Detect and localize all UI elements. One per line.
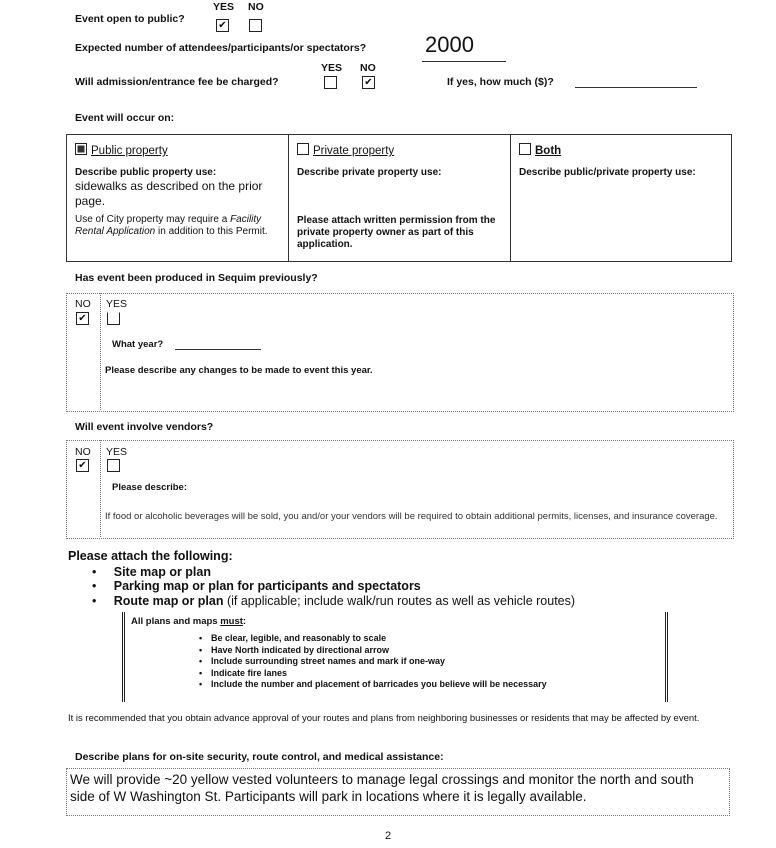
property-table [66,134,732,262]
public-note: Use of City property may require a Facility Rental Application in addition to this Permit. [75,214,268,237]
attach-item: • Route map or plan (if applicable; include walk/run routes as well as vehicle routes) [92,594,576,608]
fee-question: Will admission/entrance fee be charged? [75,76,279,88]
public-no-label: NO [248,1,264,13]
attendees-value[interactable]: 2000 [425,32,474,57]
fee-no-label: NO [360,62,376,74]
security-label: Describe plans for on-site security, route control, and medical assistance: [75,751,444,763]
attendees-question: Expected number of attendees/participants/or spectators? [75,42,367,54]
private-describe-label: Describe private property use: [297,167,442,178]
vendors-divider [100,440,101,537]
plan-rule: • Have North indicated by directional arrow [125,645,665,657]
attendees-underline [422,61,506,62]
private-note: Please attach written permission from the private property owner as part of this application. [297,215,496,250]
vendors-no-label: NO [75,446,91,458]
changes-label: Please describe any changes to be made to event this year. [105,365,373,376]
vendors-yes-label: YES [106,446,128,458]
fee-yes-label: YES [321,62,343,74]
fee-yes-checkbox[interactable] [324,76,337,89]
fee-amount-field[interactable] [575,87,697,88]
public-property-title: Public property [91,145,168,157]
public-yes-checkbox[interactable]: ✔ [216,19,229,32]
previous-no-checkbox[interactable]: ✔ [76,312,89,325]
previous-divider [100,293,101,410]
both-property-cell [511,135,732,262]
public-describe-value[interactable]: sidewalks as described on the prior page. [75,179,263,208]
private-property-cell [289,135,511,262]
vendors-yes-checkbox[interactable] [107,459,120,472]
plans-requirements-box [122,612,668,702]
private-property-title: Private property [313,145,395,157]
occur-label: Event will occur on: [75,112,175,124]
previous-yes-label: YES [106,298,128,310]
fee-amount-label: If yes, how much ($)? [447,76,554,88]
recommend-note: It is recommended that you obtain advance approval of your routes and plans from neighboring businesses or residents that may be affected by event. [68,713,700,724]
plan-rule: • Be clear, legible, and reasonably to scale [125,633,665,645]
both-property-checkbox[interactable] [519,143,531,155]
previous-question: Has event been produced in Sequim previously? [75,272,318,284]
both-describe-label: Describe public/private property use: [519,167,696,178]
plan-rule: • Include surrounding street names and mark if one-way [125,656,665,668]
vendors-question: Will event involve vendors? [75,421,214,433]
both-property-title: Both [535,145,562,157]
attach-heading: Please attach the following: [68,549,233,563]
attach-item: • Parking map or plan for participants and spectators [92,579,421,593]
plan-rule: • Include the number and placement of barricades you believe will be necessary [125,679,665,691]
fee-no-checkbox[interactable]: ✔ [362,76,375,89]
public-property-checkbox[interactable] [75,143,87,155]
security-value[interactable]: We will provide ~20 yellow vested volunteers to manage legal crossings and monitor the north and south side of W Washington St. Participants will park in locations where it is legally available. [70,772,694,804]
public-describe-label: Describe public property use: [75,167,217,178]
vendors-describe-label: Please describe: [112,482,187,493]
previous-no-label: NO [75,298,91,310]
vendors-no-checkbox[interactable]: ✔ [76,459,89,472]
vendors-note: If food or alcoholic beverages will be sold, you and/or your vendors will be required to obtain additional permits, licenses, and insurance coverage. [105,511,718,522]
attach-item: • Site map or plan [92,565,211,579]
year-field[interactable] [175,349,261,350]
public-question: Event open to public? [75,13,185,25]
plan-rule: • Indicate fire lanes [125,668,665,680]
public-yes-label: YES [213,1,235,13]
public-property-cell [67,135,289,262]
public-no-checkbox[interactable] [249,19,262,32]
previous-yes-checkbox[interactable] [107,312,120,325]
year-label: What year? [112,339,164,350]
plans-must-label: All plans and maps must: [131,616,247,627]
private-property-checkbox[interactable] [297,143,309,155]
page-number: 2 [385,830,392,842]
previous-box [66,293,734,412]
